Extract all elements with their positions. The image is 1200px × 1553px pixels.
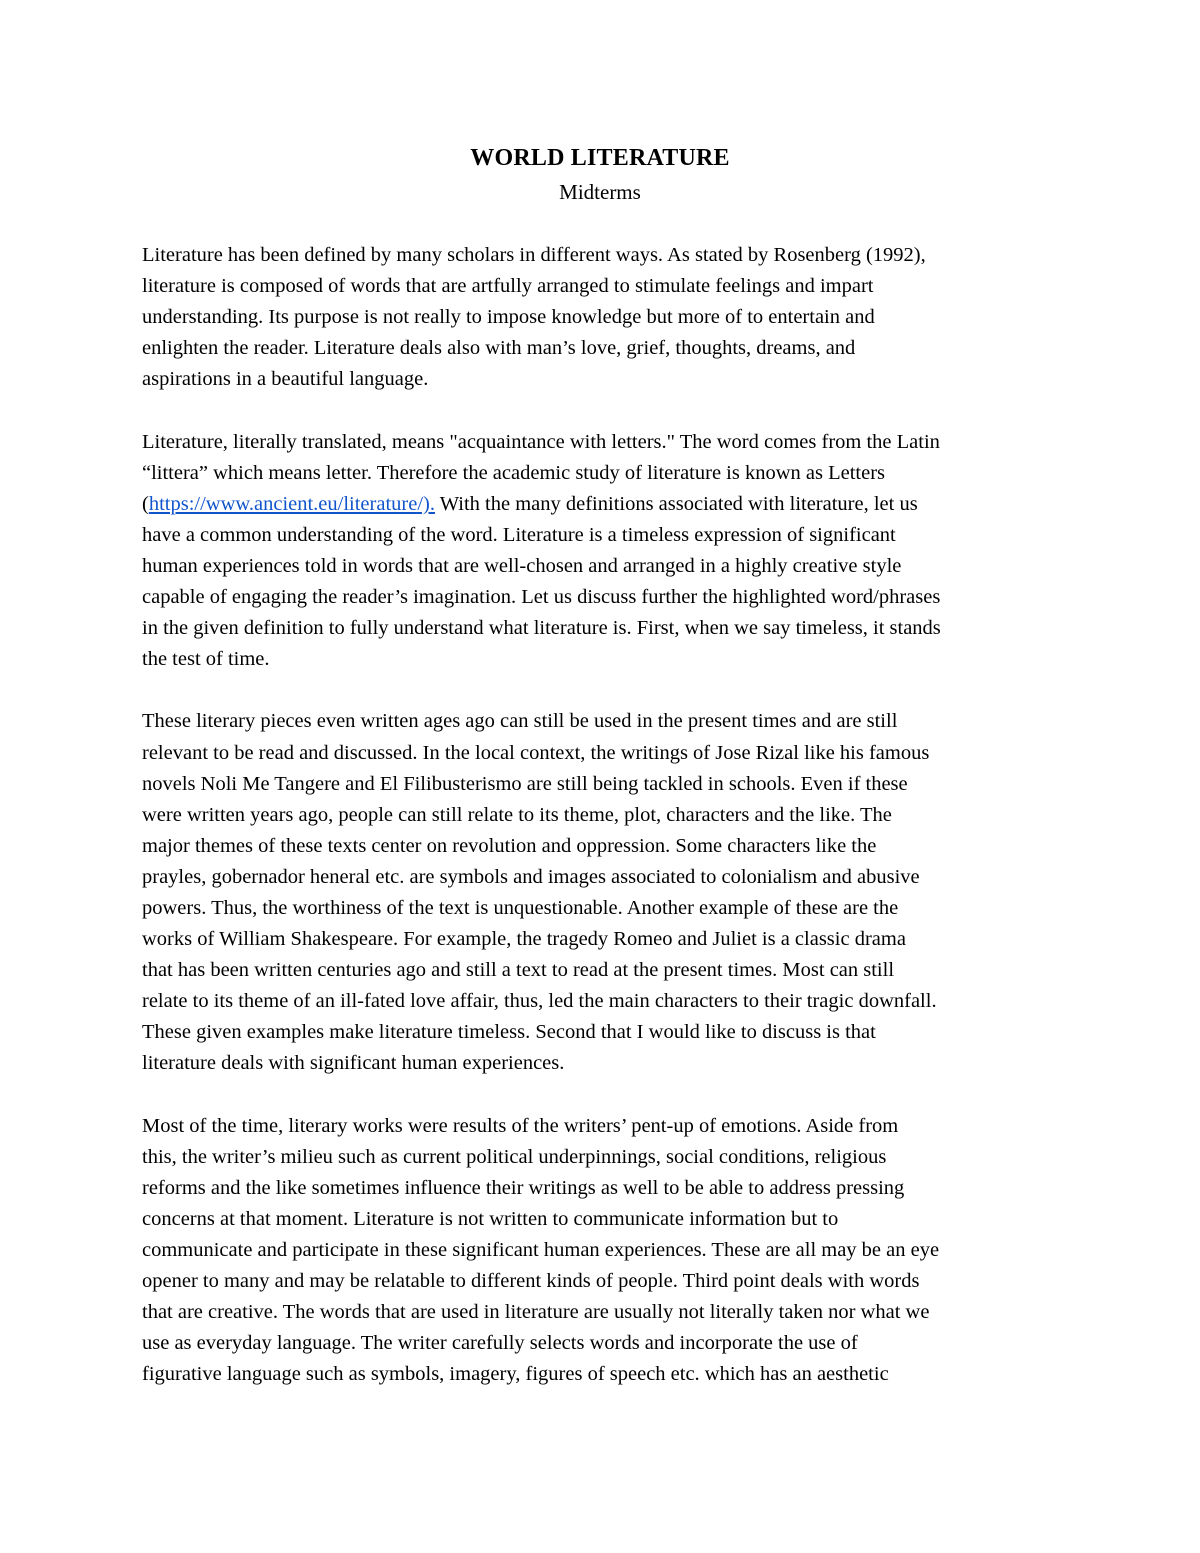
text-line: have a common understanding of the word. Literature is a timeless expression of significant [142, 523, 896, 546]
text-line: prayles, gobernador heneral etc. are symbols and images associated to colonialism and abusive [142, 865, 920, 888]
text-line: enlighten the reader. Literature deals also with man’s love, grief, thoughts, dreams, and [142, 337, 856, 360]
paragraph-2 [142, 427, 1072, 676]
text-line: understanding. Its purpose is not really to impose knowledge but more of to entertain and [142, 306, 875, 329]
paragraph-spacer [142, 395, 1072, 426]
text-line: concerns at that moment. Literature is not written to communicate information but to [142, 1207, 839, 1230]
text-line: opener to many and may be relatable to different kinds of people. Third point deals with words [142, 1270, 920, 1293]
text-line: human experiences told in words that are well-chosen and arranged in a highly creative style [142, 554, 902, 577]
text-line: literature deals with significant human experiences. [142, 1052, 565, 1075]
text-line: in the given definition to fully understand what literature is. First, when we say timeless, it stands [142, 617, 941, 640]
paragraph-3 [142, 706, 1072, 1079]
text-line: this, the writer’s milieu such as current political underpinnings, social conditions, religious [142, 1145, 887, 1168]
text-line-with-link [142, 489, 1072, 520]
text-line: reforms and the like sometimes influence their writings as well to be able to address pressing [142, 1176, 905, 1199]
text-line: These literary pieces even written ages ago can still be used in the present times and are still [142, 710, 898, 733]
text-line: works of William Shakespeare. For example, the tragedy Romeo and Juliet is a classic drama [142, 928, 906, 951]
text-line: that has been written centuries ago and still a text to read at the present times. Most can still [142, 959, 895, 982]
link-suffix: With the many definitions associated with literature, let us [434, 492, 918, 515]
link-prefix: ( [142, 492, 149, 515]
document-title: WORLD LITERATURE [470, 145, 730, 171]
text-line: These given examples make literature timeless. Second that I would like to discuss is that [142, 1021, 876, 1044]
text-line: figurative language such as symbols, imagery, figures of speech etc. which has an aesthetic [142, 1363, 889, 1386]
text-line: major themes of these texts center on revolution and oppression. Some characters like the [142, 834, 877, 857]
text-line: were written years ago, people can still relate to its theme, plot, characters and the like. The [142, 803, 892, 826]
text-line: Literature, literally translated, means "acquaintance with letters." The word comes from the Latin [142, 430, 940, 453]
text-line: powers. Thus, the worthiness of the text is unquestionable. Another example of these are the [142, 896, 899, 919]
source-link[interactable]: https://www.ancient.eu/literature/). [148, 492, 435, 515]
text-line: capable of engaging the reader’s imagination. Let us discuss further the highlighted word/phrases [142, 586, 941, 609]
text-line: use as everyday language. The writer carefully selects words and incorporate the use of [142, 1332, 858, 1355]
document-body [142, 240, 1072, 1390]
text-line: aspirations in a beautiful language. [142, 368, 429, 391]
text-line: that are creative. The words that are used in literature are usually not literally taken nor what we [142, 1301, 930, 1324]
paragraph-spacer [142, 675, 1072, 706]
text-line: communicate and participate in these significant human experiences. These are all may be an eye [142, 1239, 940, 1261]
text-line: the test of time. [142, 648, 270, 671]
text-line: relevant to be read and discussed. In the local context, the writings of Jose Rizal like his famous [142, 741, 930, 764]
document-subtitle: Midterms [559, 180, 641, 204]
text-line: literature is composed of words that are artfully arranged to stimulate feelings and impart [142, 275, 874, 298]
text-line: Literature has been defined by many scholars in different ways. As stated by Rosenberg (1992), [142, 244, 926, 266]
text-line: Most of the time, literary works were results of the writers’ pent-up of emotions. Aside from [142, 1114, 899, 1137]
text-line: relate to its theme of an ill-fated love affair, thus, led the main characters to their tragic downfall. [142, 990, 937, 1013]
paragraph-4 [142, 1111, 1072, 1391]
paragraph-spacer [142, 1080, 1072, 1111]
text-line: “littera” which means letter. Therefore the academic study of literature is known as Letters [142, 461, 886, 484]
text-line: novels Noli Me Tangere and El Filibusterismo are still being tackled in schools. Even if these [142, 772, 908, 795]
paragraph-1 [142, 240, 1072, 395]
